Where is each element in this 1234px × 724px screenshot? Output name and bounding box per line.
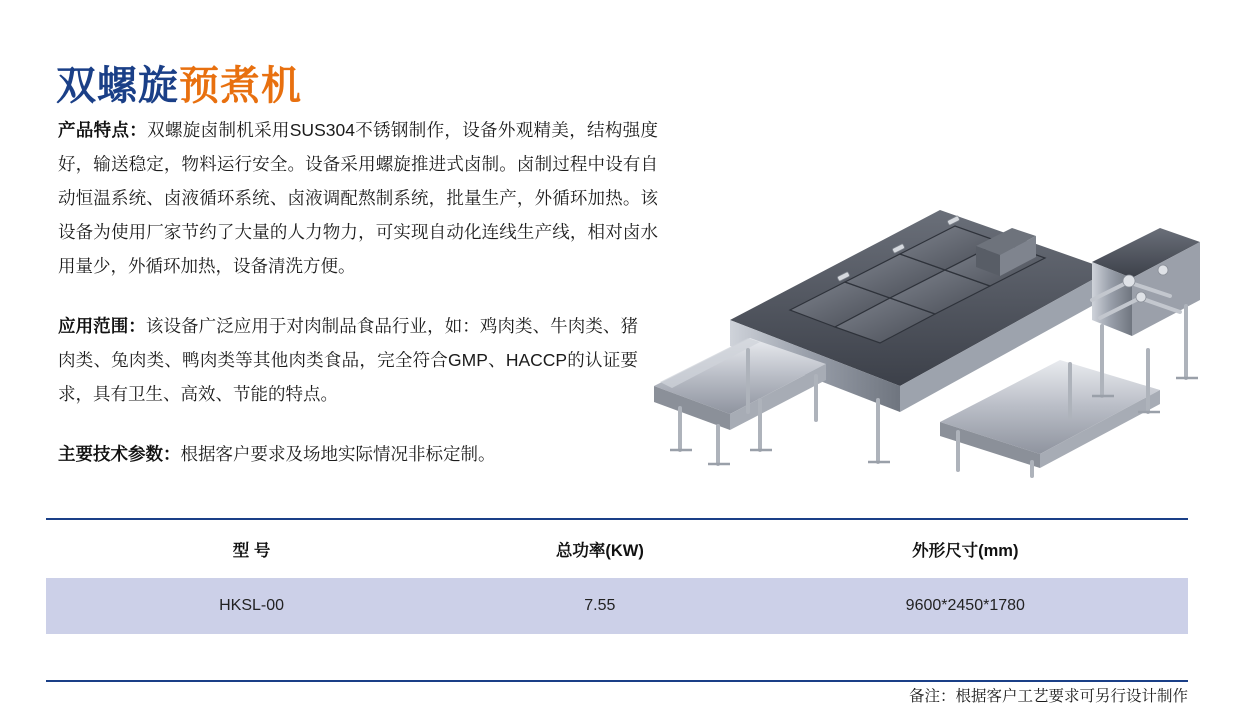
table-header-row bbox=[46, 520, 1188, 578]
page-title-accent: 预煮机 bbox=[179, 63, 302, 108]
section-technical-parameters bbox=[58, 437, 658, 471]
product-photo bbox=[640, 150, 1210, 480]
spiral-precooker-illustration bbox=[640, 150, 1210, 480]
section-label-product-features: 产品特点： bbox=[58, 120, 148, 140]
cell-model: HKSL-00 bbox=[219, 597, 285, 614]
table-bottom-space bbox=[46, 634, 1188, 680]
section-product-features bbox=[58, 113, 658, 283]
table-header-power: 总功率(KW) bbox=[555, 542, 644, 560]
table-header-model: 型 号 bbox=[232, 542, 271, 560]
page-title bbox=[56, 54, 302, 111]
description-column bbox=[58, 113, 658, 471]
section-label-technical-parameters: 主要技术参数： bbox=[58, 444, 181, 464]
page-title-primary: 双螺旋 bbox=[56, 63, 179, 108]
footer-note: 备注：根据客户工艺要求可另行设计制作 bbox=[908, 688, 1188, 705]
table-bottom-rule bbox=[46, 680, 1188, 682]
spec-table bbox=[46, 518, 1188, 682]
section-application-scope bbox=[58, 309, 638, 411]
section-body-technical-parameters: 根据客户要求及场地实际情况非标定制。 bbox=[180, 444, 496, 464]
section-body-product-features: 双螺旋卤制机采用SUS304不锈钢制作，设备外观精美，结构强度好，输送稳定，物料运行安全。设备采用螺旋推进式卤制。卤制过程中设有自动恒温系统、卤液循环系统、卤液调配熬制系统，批量生产，外循环加热。该设备为使用厂家节约了大量的人力物力，可实现自动化连线生产线，相对卤水用量少，外循环加热，设备清洗方便。 bbox=[58, 120, 658, 276]
section-body-application-scope: 该设备广泛应用于对肉制品食品行业，如：鸡肉类、牛肉类、猪肉类、兔肉类、鸭肉类等其他肉类食品，完全符合GMP、HACCP的认证要求，具有卫生、高效、节能的特点。 bbox=[58, 316, 638, 404]
section-label-application-scope: 应用范围： bbox=[58, 316, 146, 336]
cell-dimensions: 9600*2450*1780 bbox=[905, 597, 1025, 614]
table-row bbox=[46, 578, 1188, 634]
cell-power: 7.55 bbox=[584, 597, 616, 614]
table-header-dimensions: 外形尺寸(mm) bbox=[912, 542, 1019, 560]
